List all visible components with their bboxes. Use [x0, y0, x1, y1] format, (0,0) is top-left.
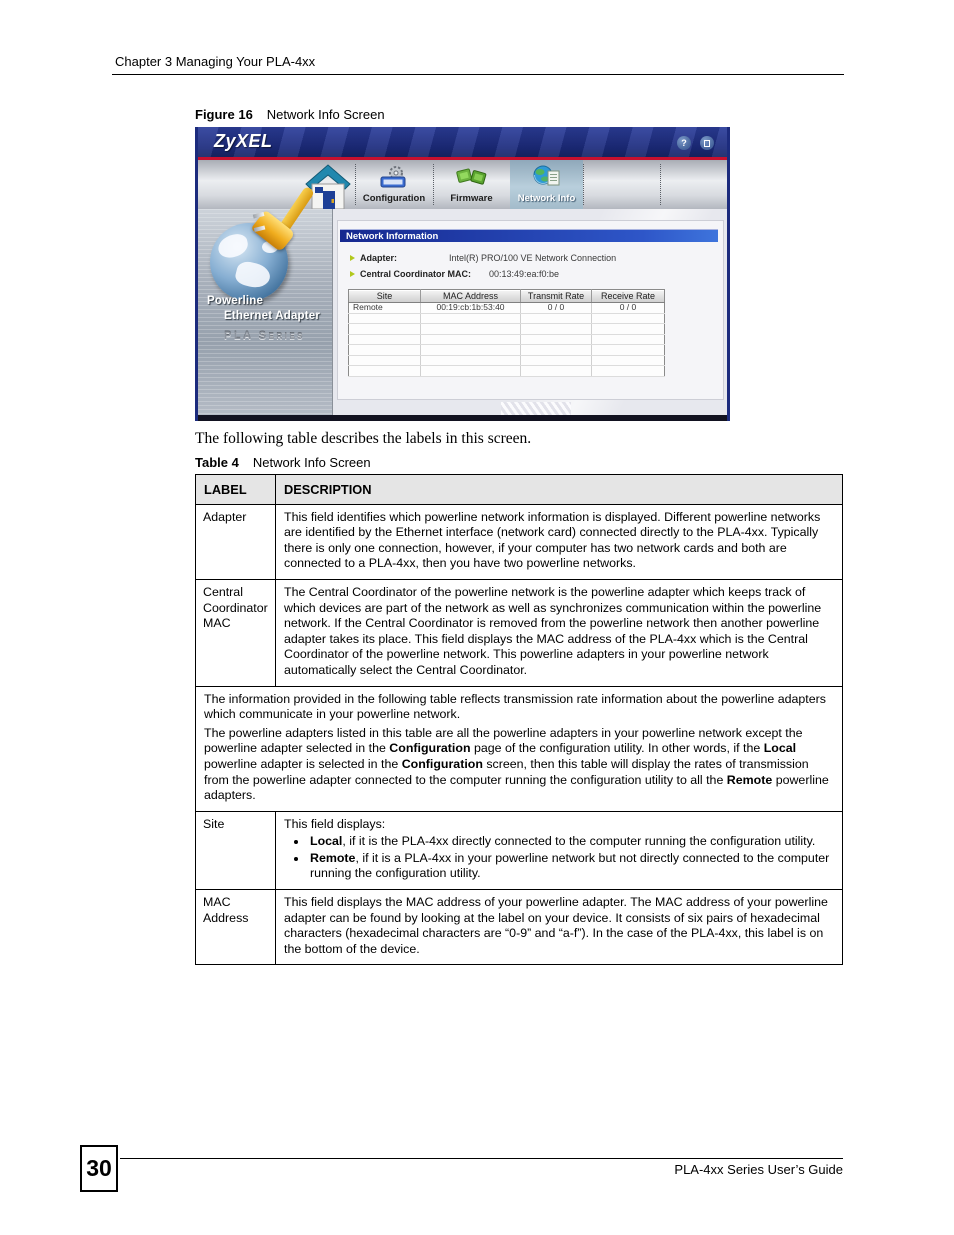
table-row — [196, 579, 843, 686]
rate-column-header[interactable]: Transmit Rate — [521, 290, 592, 303]
page-number: 30 — [86, 1155, 112, 1181]
tab-configuration[interactable] — [356, 160, 432, 209]
globe-doc-icon — [532, 164, 562, 190]
intro-paragraph: The following table describes the labels in this screen. — [195, 430, 532, 447]
adapter-field — [350, 253, 616, 263]
toolbar-separator — [583, 164, 584, 205]
rate-table-empty-row — [349, 313, 665, 324]
label-cell: Central Coordinator MAC — [196, 579, 276, 686]
description-column-header: DESCRIPTION — [276, 475, 843, 505]
exit-icon[interactable] — [700, 136, 714, 150]
description-paragraph: The powerline adapters listed in this table are all the powerline adapters in your powerline network except the powerline adapter selected in the Configuration page of the configuration utility. In other words, if the Local powerline adapter is selected in the Configuration screen, then this table will display the rates of transmission from the powerline adapter connected to the computer running the configuration utility to all the Remote powerline adapters. — [204, 725, 829, 803]
rate-cell: 00:19:cb:1b:53:40 — [421, 303, 521, 314]
description-cell — [276, 504, 843, 579]
label-description-table — [195, 474, 843, 965]
footer-doc-title: PLA-4xx Series User’s Guide — [674, 1162, 843, 1177]
product-series: PLA Series — [224, 330, 305, 342]
table-row — [196, 504, 843, 579]
rate-column-header[interactable]: Site — [349, 290, 421, 303]
rate-cell: Remote — [349, 303, 421, 314]
description-paragraph: This field displays the MAC address of your powerline adapter. The MAC address of your powerline adapter can be found by looking at the label on your device. It consists of six pairs of hexadecimal characters (hexadecimal characters are “0-9” and “a-f”). In the case of the PLA-4xx, this label is on the bottom of the device. — [284, 895, 828, 956]
rate-table-empty-row — [349, 355, 665, 366]
central-coordinator-mac-label: Central Coordinator MAC: — [360, 269, 471, 279]
app-toolbar — [198, 160, 727, 209]
rate-table-row — [349, 303, 665, 314]
arrow-bullet-icon — [350, 255, 355, 261]
central-coordinator-mac-value: 00:13:49:ea:f0:be — [489, 269, 560, 279]
chapter-header: Chapter 3 Managing Your PLA-4xx — [115, 54, 316, 69]
table4-caption-title: Network Info Screen — [252, 455, 371, 470]
network-info-screenshot — [195, 127, 730, 421]
chips-icon — [455, 164, 489, 190]
figure-caption — [195, 107, 385, 122]
description-cell — [196, 686, 843, 811]
rate-cell: 0 / 0 — [521, 303, 592, 314]
rate-table-empty-row — [349, 334, 665, 345]
description-cell — [276, 811, 843, 889]
bullet-item: • Local, if it is the PLA-4xx directly connected to the computer running the configuration utility. — [308, 834, 834, 850]
app-sidebar — [198, 209, 333, 415]
tab-firmware[interactable] — [434, 160, 509, 209]
rate-table-empty-row — [349, 366, 665, 377]
label-cell: MAC Address — [196, 890, 276, 965]
app-bottom-bar — [198, 415, 727, 421]
header-rule — [112, 74, 844, 75]
product-name-line1: Powerline — [207, 295, 264, 307]
label-column-header: LABEL — [196, 475, 276, 505]
tab-label: Configuration — [362, 193, 426, 204]
adapter-label: Adapter: — [360, 253, 398, 263]
rate-column-header[interactable]: MAC Address — [421, 290, 521, 303]
rate-table — [348, 289, 665, 377]
toolbar-separator — [660, 164, 661, 205]
rate-table-empty-row — [349, 324, 665, 335]
label-cell: Site — [196, 811, 276, 889]
panel-title-bar: Network Information — [340, 229, 718, 242]
footer-rule — [120, 1158, 843, 1159]
arrow-bullet-icon — [350, 271, 355, 277]
table-row — [196, 811, 843, 889]
rate-table-header — [349, 290, 665, 303]
table-row — [196, 890, 843, 965]
description-paragraph: The Central Coordinator of the powerline network is the powerline adapter which keeps track of which devices are part of the network as well as synchronizes communication within the powerline network. If the Central Coordinator is removed from the powerline network then another powerline adapter takes its place. This field displays the MAC address of the PLA-4xx which is the Central Coordinator of the powerline network. This powerline adapters in your powerline network automatically select the Central Coordinator. — [284, 584, 822, 677]
central-coordinator-mac-field — [350, 269, 559, 279]
product-name-line2: Ethernet Adapter — [224, 310, 321, 322]
rate-table-empty-row — [349, 345, 665, 356]
table-header-row — [196, 475, 843, 505]
rate-cell: 0 / 0 — [592, 303, 665, 314]
bullet-item: • Remote, if it is a PLA-4xx in your powerline network but not directly connected to the computer running the configuration utility. — [308, 851, 834, 882]
page-number-box — [80, 1145, 118, 1192]
description-paragraph: This field displays: — [284, 816, 386, 831]
app-main-panel — [333, 209, 727, 415]
label-cell: Adapter — [196, 504, 276, 579]
table-row — [196, 686, 843, 811]
app-titlebar — [198, 127, 727, 157]
help-icon[interactable]: ? — [677, 136, 691, 150]
description-paragraph: This field identifies which powerline network information is displayed. Different powerline networks are identified by the Ethernet interface (network card) connected directly to the PLA-4xx. Typically there is only one connection, however, if your computer has two network cards and both are connected to a PLA-4xx, then you have two powerline networks. — [284, 509, 821, 571]
adapter-value: Intel(R) PRO/100 VE Network Connection — [449, 253, 617, 263]
tab-network-info[interactable] — [510, 160, 583, 209]
exit-icon-glyph — [704, 140, 710, 147]
zyxel-logo: ZyXEL — [214, 131, 273, 151]
gear-book-icon — [378, 164, 410, 190]
app-content — [198, 209, 727, 415]
tab-label: Firmware — [450, 193, 493, 204]
table4-caption — [195, 455, 371, 470]
figure-caption-title: Network Info Screen — [266, 107, 385, 122]
figure-caption-label: Figure 16 — [195, 107, 253, 122]
table4-caption-label: Table 4 — [195, 455, 239, 470]
description-cell — [276, 579, 843, 686]
tab-label: Network Info — [517, 193, 576, 204]
rate-column-header[interactable]: Receive Rate — [592, 290, 665, 303]
description-cell — [276, 890, 843, 965]
bullet-list — [284, 834, 834, 882]
description-paragraph: The information provided in the following table reflects transmission rate information about the powerline adapters which communicate in your powerline network. — [204, 691, 826, 722]
hatched-resize-area — [501, 402, 571, 415]
